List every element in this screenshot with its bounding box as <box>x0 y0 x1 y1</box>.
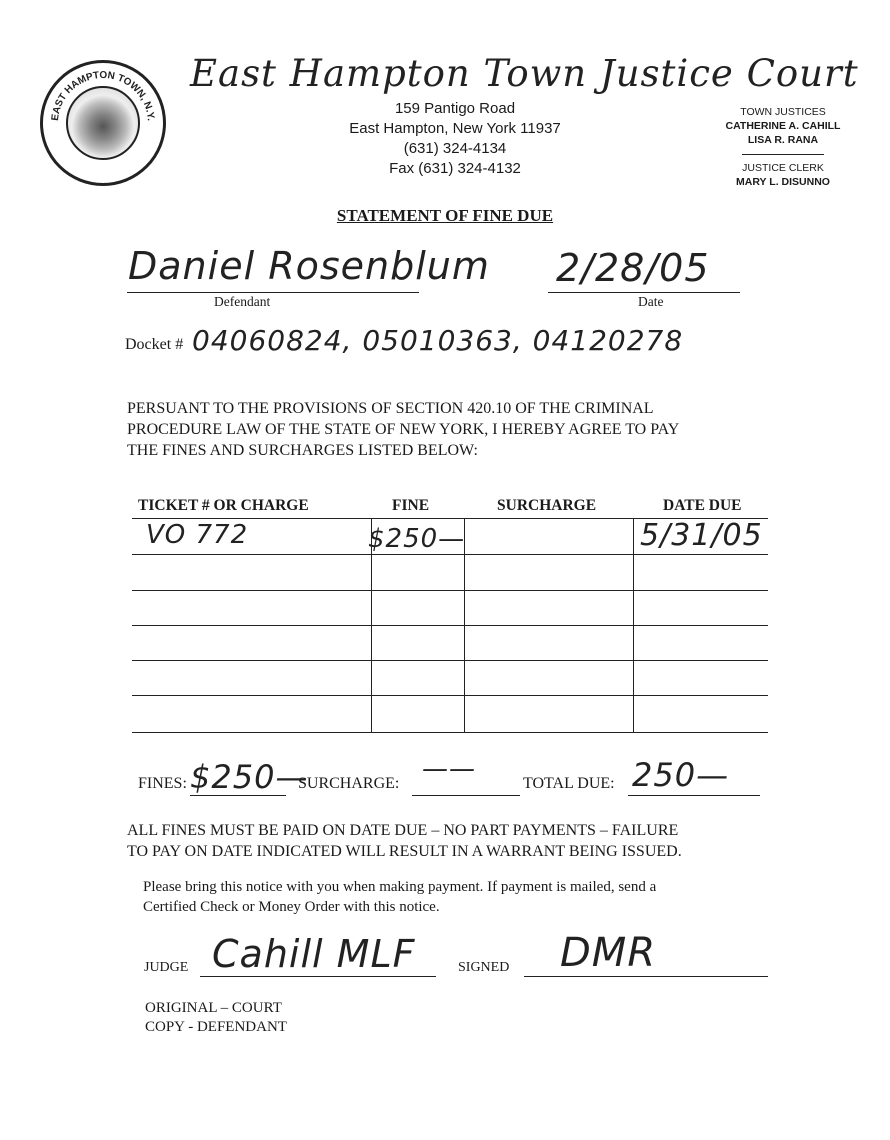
table-rule <box>132 554 768 555</box>
statement-line-1: PERSUANT TO THE PROVISIONS OF SECTION 420.10 OF THE CRIMINAL <box>127 400 654 417</box>
table-col-rule <box>633 518 634 733</box>
judge-label: JUDGE <box>144 960 189 975</box>
surcharge-total-label: SURCHARGE: <box>298 775 400 792</box>
col-header-date-due: DATE DUE <box>663 497 742 514</box>
svg-text:EAST HAMPTON TOWN, N.Y. <box>50 70 156 121</box>
seal-ring-text <box>40 60 166 186</box>
docket-value: 04060824, 05010363, 04120278 <box>192 324 684 357</box>
distribution-copy: COPY - DEFENDANT <box>145 1019 287 1035</box>
address-line-2: East Hampton, New York 11937 <box>349 120 561 137</box>
court-name: East Hampton Town Justice Court <box>190 52 859 95</box>
fines-total-line <box>190 795 286 796</box>
defendant-label: Defendant <box>214 294 271 309</box>
justice-divider <box>742 154 824 155</box>
judge-signature: Cahill MLF <box>212 932 416 976</box>
seal-text: EAST HAMPTON TOWN, N.Y. <box>49 69 156 122</box>
address-line-1: 159 Pantigo Road <box>394 100 516 117</box>
row-1-charge: VO 772 <box>146 520 249 550</box>
col-header-charge: TICKET # OR CHARGE <box>138 497 309 514</box>
judge-line <box>200 976 436 977</box>
statement-line-3: THE FINES AND SURCHARGES LISTED BELOW: <box>127 442 478 459</box>
form-title: STATEMENT OF FINE DUE <box>336 206 554 225</box>
justice-1: CATHERINE A. CAHILL <box>725 120 841 132</box>
table-rule <box>132 660 768 661</box>
table-rule <box>132 590 768 591</box>
fines-total-label: FINES: <box>138 775 187 792</box>
distribution-original: ORIGINAL – COURT <box>145 1000 282 1016</box>
fax-line: Fax (631) 324-4132 <box>389 160 521 177</box>
total-due-value: 250— <box>632 756 730 794</box>
defendant-value: Daniel Rosenblum <box>128 244 490 288</box>
row-1-date-due: 5/31/05 <box>640 518 763 553</box>
date-line <box>548 292 740 293</box>
surcharge-total-line <box>412 795 520 796</box>
date-label: Date <box>638 294 664 309</box>
statement-line-2: PROCEDURE LAW OF THE STATE OF NEW YORK, I HEREBY AGREE TO PAY <box>127 421 680 438</box>
docket-label: Docket # <box>125 336 184 353</box>
col-header-surcharge: SURCHARGE <box>497 497 597 514</box>
warning-line-2: TO PAY ON DATE INDICATED WILL RESULT IN A WARRANT BEING ISSUED. <box>127 843 682 860</box>
defendant-line <box>127 292 419 293</box>
notice-line-1: Please bring this notice with you when making payment. If payment is mailed, send a <box>143 879 657 895</box>
clerk-name: MARY L. DISUNNO <box>736 176 830 188</box>
surcharge-total-value: —— <box>422 754 476 784</box>
signed-signature: DMR <box>560 930 657 976</box>
table-rule <box>132 625 768 626</box>
justice-2: LISA R. RANA <box>747 134 819 146</box>
signed-line <box>524 976 768 977</box>
signed-label: SIGNED <box>458 960 510 975</box>
total-due-line <box>628 795 760 796</box>
table-rule <box>132 695 768 696</box>
table-rule <box>132 732 768 733</box>
warning-line-1: ALL FINES MUST BE PAID ON DATE DUE – NO PART PAYMENTS – FAILURE <box>127 822 679 839</box>
phone-line: (631) 324-4134 <box>403 140 507 157</box>
date-value: 2/28/05 <box>556 246 710 290</box>
fines-total-value: $250— <box>190 758 309 796</box>
notice-line-2: Certified Check or Money Order with this notice. <box>143 899 440 915</box>
col-header-fine: FINE <box>392 497 430 514</box>
total-due-label: TOTAL DUE: <box>523 775 615 792</box>
justices-heading: TOWN JUSTICES <box>740 106 826 118</box>
clerk-heading: JUSTICE CLERK <box>742 162 824 174</box>
row-1-fine: $250— <box>368 524 466 554</box>
